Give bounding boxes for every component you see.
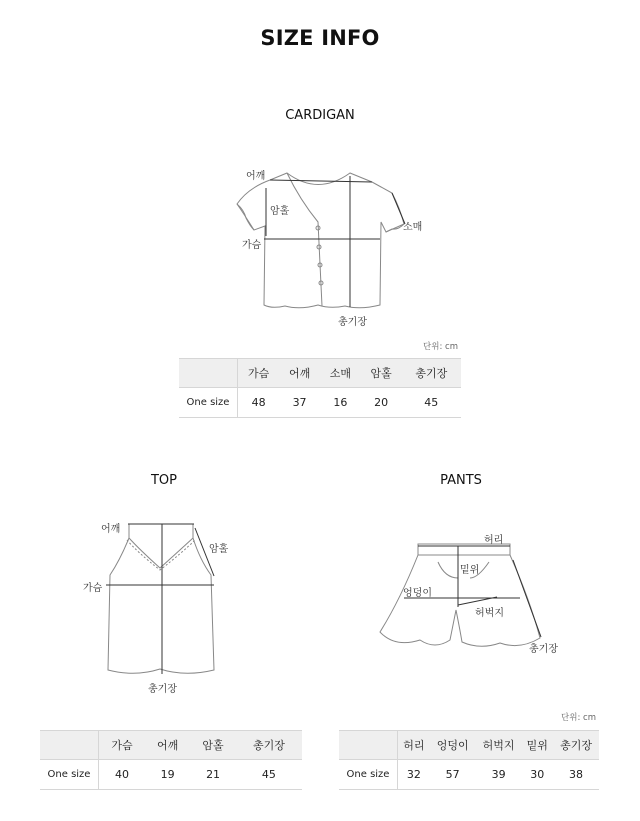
table-cell: 32: [398, 760, 430, 790]
pants-size-table: [339, 730, 599, 790]
table-row: [339, 760, 599, 790]
table-cell: 37: [279, 388, 320, 418]
top-label-length: 총기장: [148, 684, 177, 695]
pants-label-thigh: 허벅지: [475, 608, 504, 619]
table-header: 가슴: [238, 359, 280, 388]
top-label-shoulder: 어깨: [101, 524, 121, 535]
pants-label-rise: 밑위: [460, 565, 480, 576]
table-header: 총기장: [553, 731, 599, 760]
table-header: 암홀: [190, 731, 235, 760]
table-header: 소매: [320, 359, 361, 388]
table-cell: 48: [238, 388, 280, 418]
table-cell: 21: [190, 760, 235, 790]
cardigan-label-shoulder: 어깨: [246, 171, 266, 182]
table-header-row: [339, 731, 599, 760]
cardigan-title: CARDIGAN: [285, 108, 355, 123]
cardigan-label-armhole: 암홀: [270, 206, 290, 217]
table-cell: 39: [476, 760, 522, 790]
table-header: 어깨: [279, 359, 320, 388]
row-label: One size: [40, 760, 99, 790]
top-title: TOP: [150, 473, 177, 488]
table-header: 총기장: [236, 731, 302, 760]
table-cell: 57: [430, 760, 476, 790]
cardigan-unit: 단위: cm: [423, 342, 458, 352]
top-label-armhole: 암홀: [209, 544, 229, 555]
table-cell: 40: [99, 760, 145, 790]
row-label: One size: [179, 388, 238, 418]
table-cell: 16: [320, 388, 361, 418]
page-title: SIZE INFO: [260, 26, 380, 50]
pants-unit: 단위: cm: [561, 713, 596, 723]
table-cell: 45: [402, 388, 461, 418]
pants-title: PANTS: [440, 473, 482, 488]
top-label-chest: 가슴: [83, 583, 103, 594]
table-header: 가슴: [99, 731, 145, 760]
table-cell: 19: [145, 760, 190, 790]
row-label: One size: [339, 760, 398, 790]
table-cell: 20: [361, 388, 402, 418]
cardigan-label-length: 총기장: [338, 317, 367, 328]
table-header: 밑위: [522, 731, 554, 760]
pants-label-length: 총기장: [529, 644, 558, 655]
table-header: 총기장: [402, 359, 461, 388]
table-cell: 45: [236, 760, 302, 790]
pants-label-waist: 허리: [484, 535, 504, 546]
table-cell: 38: [553, 760, 599, 790]
table-header: 허벅지: [476, 731, 522, 760]
table-header: 엉덩이: [430, 731, 476, 760]
cardigan-label-sleeve: 소매: [403, 222, 423, 233]
table-header: 허리: [398, 731, 430, 760]
table-header: 어깨: [145, 731, 190, 760]
table-cell: 30: [522, 760, 554, 790]
table-header-empty: [339, 731, 398, 760]
table-header: 암홀: [361, 359, 402, 388]
cardigan-label-chest: 가슴: [242, 240, 262, 251]
pants-label-hip: 엉덩이: [403, 588, 432, 599]
